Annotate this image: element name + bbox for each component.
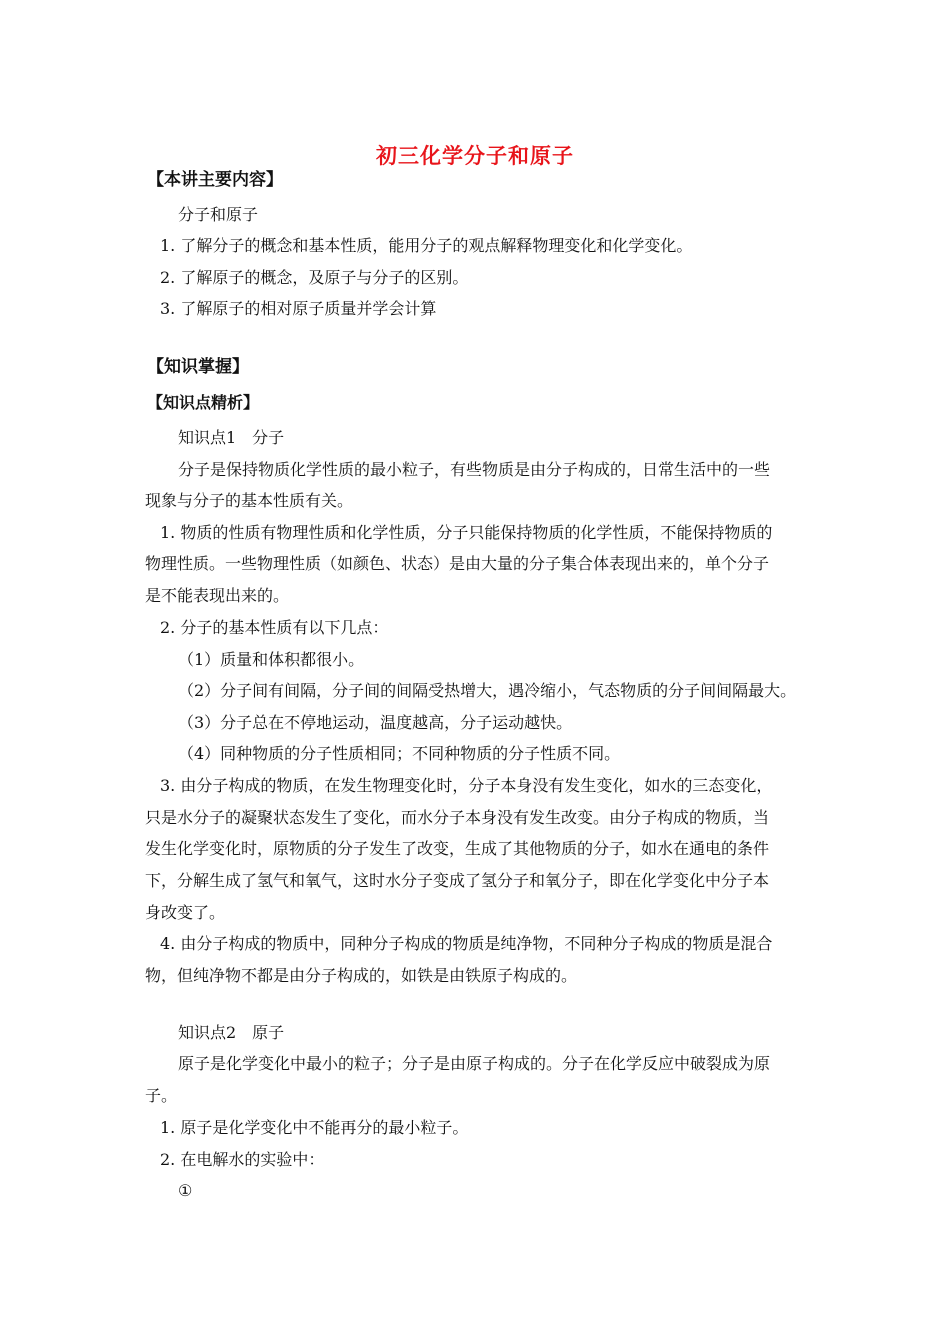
point1-intro-line-2: 现象与分子的基本性质有关。 (145, 491, 354, 510)
point1-item1-line-3: 是不能表现出来的。 (145, 586, 290, 605)
main-content-heading: 【本讲主要内容】 (147, 170, 283, 190)
document-title: 初三化学分子和原子 (376, 144, 574, 168)
point2-intro-line-1: 原子是化学变化中最小的粒子；分子是由原子构成的。分子在化学反应中破裂成为原 (178, 1054, 771, 1073)
objective-item-1: 1. 了解分子的概念和基本性质，能用分子的观点解释物理变化和化学变化。 (160, 236, 693, 255)
point1-item3-line-1: 3. 由分子构成的物质，在发生物理变化时，分子本身没有发生变化，如水的三态变化， (160, 776, 773, 795)
property-1: （1）质量和体积都很小。 (178, 650, 365, 669)
point1-item4-line-2: 物，但纯净物不都是由分子构成的，如铁是由铁原子构成的。 (145, 966, 578, 985)
point2-item2: 2. 在电解水的实验中： (160, 1150, 325, 1169)
point1-item3-line-2: 只是水分子的凝聚状态发生了变化，而水分子本身没有发生改变。由分子构成的物质，当 (145, 808, 770, 827)
point1-item3-line-3: 发生化学变化时，原物质的分子发生了改变，生成了其他物质的分子，如水在通电的条件 (145, 839, 770, 858)
knowledge-heading: 【知识掌握】 (147, 357, 249, 377)
point2-item1: 1. 原子是化学变化中不能再分的最小粒子。 (160, 1118, 469, 1137)
knowledge-subheading: 【知识点精析】 (147, 393, 260, 412)
property-3: （3）分子总在不停地运动，温度越高，分子运动越快。 (178, 713, 573, 732)
point2-intro-line-2: 子。 (145, 1086, 178, 1105)
point1-item3-line-5: 身改变了。 (145, 903, 226, 922)
point1-title: 知识点1 分子 (178, 428, 285, 447)
point1-item4-line-1: 4. 由分子构成的物质中，同种分子构成的物质是纯净物，不同种分子构成的物质是混合 (160, 934, 773, 953)
property-2: （2）分子间有间隔，分子间的间隔受热增大，遇冷缩小，气态物质的分子间间隔最大。 (178, 681, 797, 700)
point2-title: 知识点2 原子 (178, 1023, 285, 1042)
property-4: （4）同种物质的分子性质相同；不同种物质的分子性质不同。 (178, 744, 621, 763)
objective-item-3: 3. 了解原子的相对原子质量并学会计算 (160, 299, 437, 318)
point1-item2: 2. 分子的基本性质有以下几点： (160, 618, 389, 637)
point1-item1-line-2: 物理性质。一些物理性质（如颜色、状态）是由大量的分子集合体表现出来的，单个分子 (145, 554, 770, 573)
topic-line: 分子和原子 (178, 205, 259, 224)
point1-item3-line-4: 下，分解生成了氢气和氧气，这时水分子变成了氢分子和氧分子，即在化学变化中分子本 (145, 871, 770, 890)
circled-marker-1: ① (178, 1181, 193, 1200)
objective-item-2: 2. 了解原子的概念，及原子与分子的区别。 (160, 268, 469, 287)
point1-item1-line-1: 1. 物质的性质有物理性质和化学性质，分子只能保持物质的化学性质，不能保持物质的 (160, 523, 773, 542)
point1-intro-line-1: 分子是保持物质化学性质的最小粒子，有些物质是由分子构成的，日常生活中的一些 (178, 460, 771, 479)
